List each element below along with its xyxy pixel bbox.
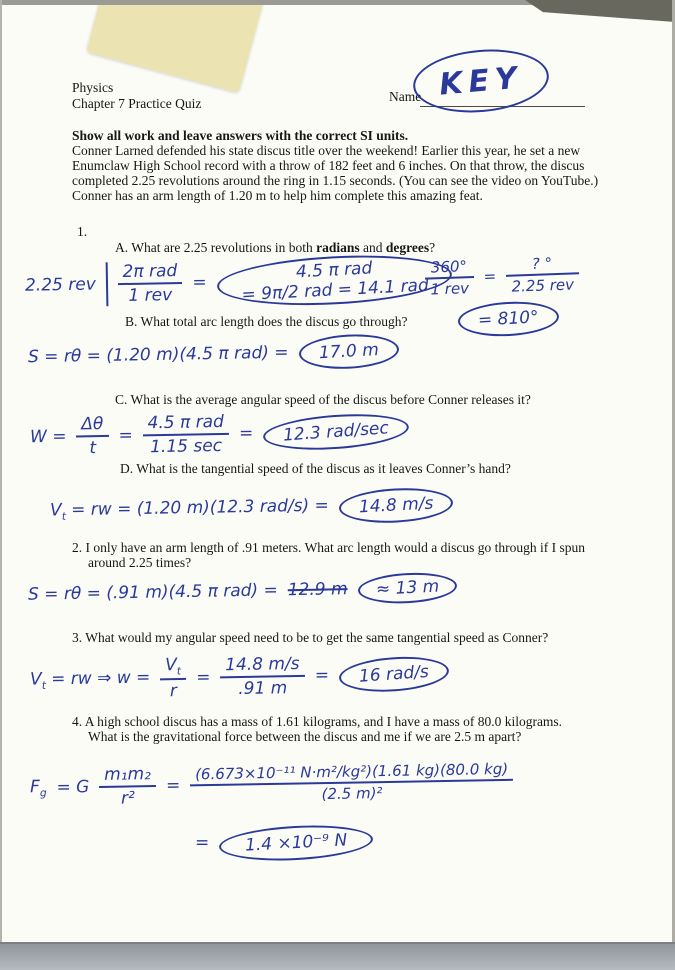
answer-circle-radians: 4.5 π rad = 9π/2 rad = 14.1 rad xyxy=(216,250,454,310)
fraction-gravity-values: $\frac{\text{(6.673×10⁻¹¹ N·m²/kg²)(1.61 kg)(80.0 kg)}}{\text{(2.5 m)²}}$ xyxy=(190,760,514,806)
work-3-lead: $V_t$ = rw ⇒ w = xyxy=(29,667,151,692)
scan-edge-bottom xyxy=(0,942,675,970)
conversion-factor-bar xyxy=(105,261,182,306)
equals-G: = G xyxy=(56,777,90,798)
equals-sign: = xyxy=(238,423,254,444)
question-1a-label: A. What are 2.25 revolutions in both radians and degrees? xyxy=(115,240,436,255)
answer-circle-gravitational-force: 1.4 ×10⁻⁹ N xyxy=(218,822,374,864)
work-4-row1 xyxy=(30,758,514,810)
name-label: Name xyxy=(389,89,422,104)
answer-circle-arc-13m: ≈ 13 m xyxy=(357,571,458,606)
course-title: Physics xyxy=(72,80,114,95)
fraction-m1m2-over-r2: $\frac{\text{m₁m₂}}{\text{r²}}$ xyxy=(99,764,157,809)
equals-sign: = xyxy=(118,425,133,446)
question-4-line1: 4. A high school discus has a mass of 1.61 kilograms, and I have a mass of 80.0 kilograms. xyxy=(72,714,563,729)
fraction-delta-theta: $\frac{\Delta\theta}{t}$ xyxy=(76,414,109,459)
fraction-2pi-rad: $\frac{\text{2π rad}}{\text{1 rev}}$ xyxy=(117,261,182,306)
fraction-vt-over-r: $\frac{V_t}{r}$ xyxy=(160,655,187,702)
equals-sign: = xyxy=(192,272,207,293)
question-4-line2: What is the gravitational force between the discus and me if we are 2.5 m apart? xyxy=(88,729,522,744)
equals-sign: = xyxy=(195,833,210,853)
work-1a-degrees xyxy=(424,253,579,298)
question-2-line1: 2. I only have an arm length of .91 meters. What arc length would a discus go through if I spun xyxy=(72,540,586,555)
work-1a-radians xyxy=(25,254,453,309)
question-3-text: 3. What would my angular speed need to be to get the same tangential speed as Conner? xyxy=(72,630,549,645)
work-4-lead: $F_g$ xyxy=(29,776,47,800)
work-2-struck-value: 12.9 m xyxy=(287,579,348,601)
fraction-360-deg: $\frac{360^\circ}{\text{1 rev}}$ xyxy=(424,257,474,299)
answer-circle-angular-speed: 12.3 rad/sec xyxy=(262,410,410,454)
question-1c-label: C. What is the average angular speed of the discus before Conner releases it? xyxy=(115,392,531,407)
fraction-unknown-deg: $\frac{? ^\circ}{\text{2.25 rev}}$ xyxy=(505,253,579,296)
question-1b-label: B. What total arc length does the discus go through? xyxy=(125,314,408,329)
answer-circle-degrees: = 810° xyxy=(457,299,559,338)
question-1d-label: D. What is the tangential speed of the discus as it leaves Conner’s hand? xyxy=(120,461,511,476)
question-1-number: 1. xyxy=(77,224,88,239)
work-3 xyxy=(30,650,450,704)
work-1c xyxy=(30,409,410,460)
equals-sign: = xyxy=(195,667,211,688)
work-1d-expression: $V_t$ = rw = (1.20 m)(12.3 rad/s) = xyxy=(49,495,329,523)
scan-edge-left xyxy=(0,0,2,970)
work-1a-lead: 2.25 rev xyxy=(24,274,96,296)
scanned-quiz-page xyxy=(0,4,675,942)
fraction-speed-over-radius: $\frac{14.8 m/s}{.91 m}$ xyxy=(220,654,305,699)
handwritten-name-key: KEY xyxy=(437,59,525,103)
work-2 xyxy=(28,572,457,609)
equals-sign: = xyxy=(165,775,181,796)
answer-circle-arc-length: 17.0 m xyxy=(298,332,399,371)
answer-circle-16-rad-s: 16 rad/s xyxy=(338,654,450,696)
work-1d xyxy=(50,487,454,528)
question-2-line2: around 2.25 times? xyxy=(88,555,192,570)
equals-sign: = xyxy=(483,267,497,286)
quiz-title: Chapter 7 Practice Quiz xyxy=(72,96,202,111)
answer-1a-degrees xyxy=(458,302,559,336)
work-1b xyxy=(28,334,399,374)
instructions-line: Show all work and leave answers with the correct SI units. xyxy=(72,128,409,143)
equals-sign: = xyxy=(314,665,330,686)
work-2-expression: S = rθ = (.91 m)(4.5 π rad) = xyxy=(27,580,278,605)
fraction-45pi-over-time: $\frac{\text{4.5 π rad}}{1.15 \sec}$ xyxy=(142,412,229,457)
intro-paragraph: Conner Larned defended his state discus title over the weekend! Earlier this year, he set a new Enumclaw High School record with a throw of 182 feet and 6 inches. On that throw, the discus completed 2.25 revolutions around the ring in 1.15 seconds. (You can see the video on YouTube.) Conner has an arm length of 1.20 m to help him complete this amazing feat. xyxy=(72,143,599,203)
work-1c-lead: W = xyxy=(29,426,67,448)
answer-circle-tangential-speed: 14.8 m/s xyxy=(338,486,454,526)
work-4-row2 xyxy=(195,826,373,860)
work-1b-expression: S = rθ = (1.20 m)(4.5 π rad) = xyxy=(27,342,289,368)
